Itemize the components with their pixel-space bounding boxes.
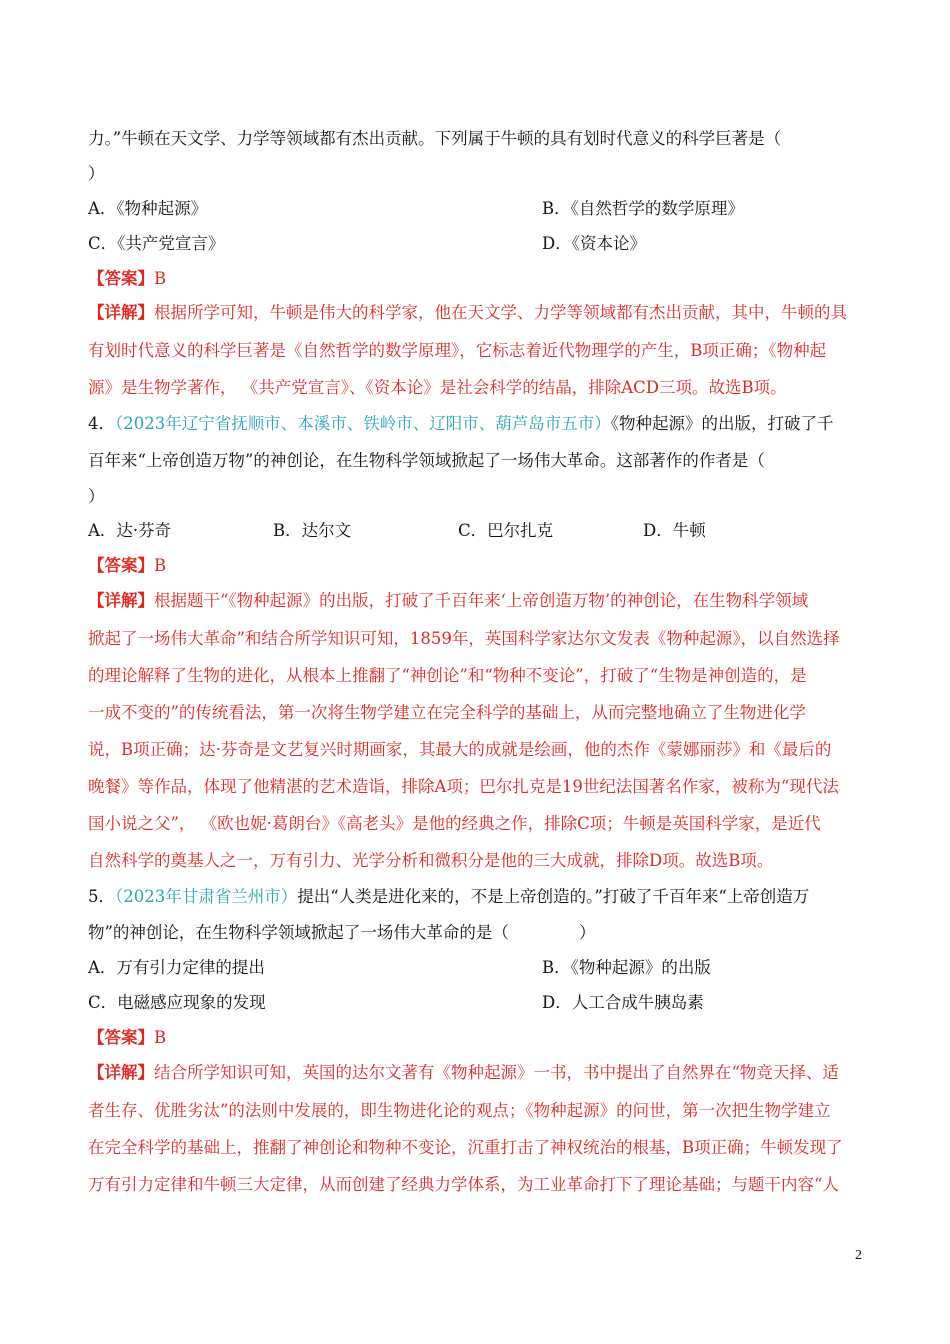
q4-number: 4．: [88, 414, 115, 433]
q5-option-b: B．《物种起源》的出版: [542, 958, 711, 977]
q5-explain-line4: 万有引力定律和牛顿三大定律，从而创建了经典力学体系，为工业革命打下了理论基础；与题干内容“人: [88, 1175, 839, 1194]
q4-option-a: A．达·芬奇: [88, 521, 172, 540]
q3-options-row2: [88, 233, 868, 255]
q3-options-row1: [88, 198, 868, 220]
q3-option-d: D．《资本论》: [542, 234, 646, 253]
q5-options-row2: [88, 992, 868, 1014]
q4-answer-value: B: [154, 556, 167, 575]
page-number: 2: [855, 1248, 862, 1263]
q5-answer-label: 【答案】: [88, 1028, 154, 1047]
q4-stem-line3: ）: [88, 487, 105, 506]
q5-options-row1: [88, 957, 868, 979]
q5-option-a: A．万有引力定律的提出: [88, 958, 265, 977]
q4-option-c: C．巴尔扎克: [458, 521, 554, 540]
q5-answer: [88, 1027, 166, 1049]
q4-stem-line2: 百年来“上帝创造万物”的神创论，在生物科学领域掀起了一场伟大革命。这部著作的作者是（: [88, 451, 765, 470]
q4-explain-line5: 说，B项正确；达·芬奇是文艺复兴时期画家，其最大的成就是绘画，他的杰作《蒙娜丽莎》和《最后的: [88, 740, 832, 759]
q3-explain-line3: 源》是生物学著作， 《共产党宣言》、《资本论》是社会科学的结晶，排除ACD三项。故选B项。: [88, 378, 787, 397]
q4-option-d: D．牛顿: [643, 521, 706, 540]
q3-explain-label: 【详解】: [88, 303, 154, 322]
q5-explain-line3: 在完全科学的基础上，推翻了神创论和物种不变论，沉重打击了神权统治的根基，B项正确；牛顿发现了: [88, 1138, 843, 1157]
q3-explain-line1: 【详解】根据所学可知，牛顿是伟大的科学家，他在天文学、力学等领域都有杰出贡献，其中，牛顿的具: [88, 303, 847, 322]
q4-explain-line6: 晚餐》等作品，体现了他精湛的艺术造诣，排除A项；巴尔扎克是19世纪法国著名作家，被称为“现代法: [88, 777, 839, 796]
q3-answer-label: 【答案】: [88, 269, 154, 288]
q4-explain-label: 【详解】: [88, 591, 154, 610]
q5-number: 5．: [88, 887, 115, 906]
q5-stem-line1: 5．（2023年甘肃省兰州市）提出“人类是进化来的，不是上帝创造的。”打破了千百年来“上帝创造万: [88, 887, 810, 906]
q4-option-b: B．达尔文: [273, 521, 352, 540]
q3-answer: [88, 268, 166, 290]
q4-explain-line3: 的理论解释了生物的进化，从根本上推翻了“神创论”和“物种不变论”，打破了“生物是神创造的，是: [88, 666, 807, 685]
q4-answer-label: 【答案】: [88, 556, 154, 575]
q4-options-row: [88, 520, 706, 542]
q4-source: （2023年辽宁省抚顺市、本溪市、铁岭市、辽阳市、葫芦岛市五市）: [115, 414, 611, 433]
q5-source: （2023年甘肃省兰州市）: [115, 887, 298, 906]
q4-answer: [88, 555, 166, 577]
q4-explain-line8: 自然科学的奠基人之一，万有引力、光学分析和微积分是他的三大成就，排除D项。故选B项。: [88, 851, 774, 870]
q5-stem-line2: 物”的神创论，在生物科学领域掀起了一场伟大革命的是（ ）: [88, 923, 596, 942]
q5-option-d: D．人工合成牛胰岛素: [542, 993, 704, 1012]
q3-option-a: A．《物种起源》: [88, 199, 208, 218]
q3-option-b: B．《自然哲学的数学原理》: [542, 199, 744, 218]
q4-stem-line1: 4．（2023年辽宁省抚顺市、本溪市、铁岭市、辽阳市、葫芦岛市五市）《物种起源》的出版，打破了千: [88, 414, 834, 433]
q5-answer-value: B: [154, 1028, 167, 1047]
q4-explain-line2: 掀起了一场伟大革命”和结合所学知识可知，1859年，英国科学家达尔文发表《物种起源》，以自然选择: [88, 629, 840, 648]
q3-explain-line2: 有划时代意义的科学巨著是《自然哲学的数学原理》，它标志着近代物理学的产生，B项正确；《物种起: [88, 341, 827, 360]
q4-explain-line7: 国小说之父”， 《欧也妮·葛朗台》《高老头》是他的经典之作，排除C项；牛顿是英国科学家，是近代: [88, 814, 821, 833]
q5-explain-line1: 【详解】结合所学知识可知，英国的达尔文著有《物种起源》一书，书中提出了自然界在“物竞天择、适: [88, 1063, 839, 1082]
q5-explain-line2: 者生存、优胜劣汰”的法则中发展的，即生物进化论的观点；《物种起源》的问世，第一次把生物学建立: [88, 1101, 831, 1120]
q3-option-c: C．《共产党宣言》: [88, 234, 225, 253]
q5-explain-label: 【详解】: [88, 1063, 154, 1082]
q3-answer-value: B: [154, 269, 167, 288]
q5-option-c: C．电磁感应现象的发现: [88, 993, 266, 1012]
q4-explain-line1: 【详解】根据题干“《物种起源》的出版，打破了千百年来‘上帝创造万物’的神创论，在生物科学领域: [88, 591, 809, 610]
q3-stem-line1: 力。”牛顿在天文学、力学等领域都有杰出贡献。下列属于牛顿的具有划时代意义的科学巨著是（: [88, 129, 782, 148]
q3-stem-line2: ）: [88, 164, 105, 183]
q4-explain-line4: 一成不变的”的传统看法，第一次将生物学建立在完全科学的基础上，从而完整地确立了生物进化学: [88, 703, 806, 722]
